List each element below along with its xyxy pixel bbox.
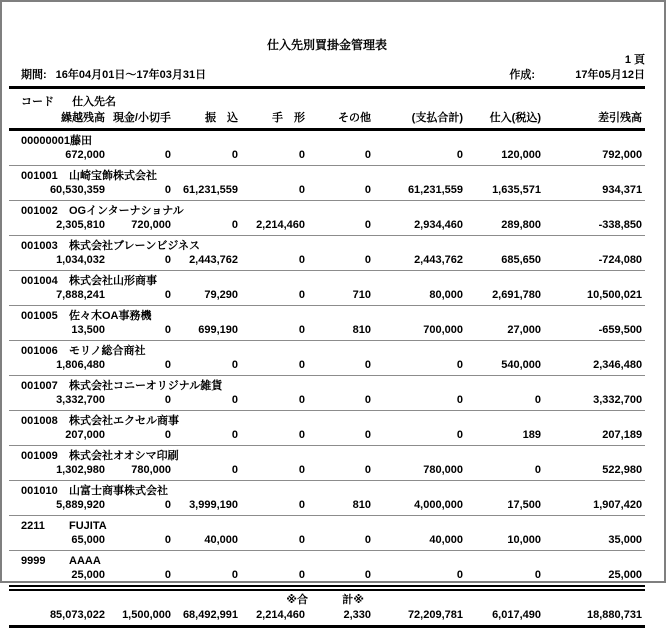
amount-cell: 0: [108, 499, 174, 516]
supplier-name: 佐々木OA事務機: [69, 310, 152, 322]
payables-table: [9, 89, 645, 628]
table-header: [9, 89, 645, 131]
amount-cell: 0: [308, 394, 374, 411]
amount-cell: -724,080: [544, 254, 645, 271]
amount-cell: 780,000: [108, 464, 174, 481]
amount-cell: 0: [308, 534, 374, 551]
amount-cell: 2,934,460: [374, 219, 466, 236]
name-header: 仕入先名: [72, 96, 117, 108]
totals-label-right: 計※: [342, 594, 364, 606]
amount-cell: 0: [231, 569, 238, 581]
amount-cell: 699,190: [174, 324, 241, 341]
amount-cell: 710: [308, 289, 374, 306]
amount-cell: 0: [534, 569, 541, 581]
supplier-code: 00000001: [21, 135, 70, 147]
supplier-row-label: [9, 271, 645, 290]
amount-cell: -659,500: [544, 324, 645, 341]
amount-cell: 1,907,420: [544, 499, 645, 516]
amount-cell: 0: [174, 464, 241, 481]
supplier-code: 001003: [21, 240, 58, 252]
amount-cell: 7,888,241: [9, 289, 108, 306]
amount-cell: 685,650: [466, 254, 544, 271]
amount-cell: 1,302,980: [9, 464, 108, 481]
header-label-row: [9, 89, 645, 110]
amount-cell: 10,000: [466, 534, 544, 551]
supplier-code: 001007: [21, 380, 58, 392]
amount-cell: 0: [308, 464, 374, 481]
amount-cell: 0: [364, 569, 371, 581]
amount-cell: 1,635,571: [466, 184, 544, 201]
amount-cell: 0: [241, 289, 308, 306]
amount-cell: 10,500,021: [544, 289, 645, 306]
amount-cell: 0: [298, 569, 305, 581]
amount-cell: 0: [308, 429, 374, 446]
amount-cell: 0: [241, 534, 308, 551]
col-header-transfer: 振 込: [205, 112, 238, 124]
supplier-code: 9999: [21, 555, 46, 567]
amount-cell: 40,000: [174, 534, 241, 551]
supplier-row-label: [9, 236, 645, 255]
amount-cell: 4,000,000: [374, 499, 466, 516]
amount-cell: 0: [108, 394, 174, 411]
report-body: [9, 2, 645, 628]
amount-cell: 0: [174, 359, 241, 376]
amount-cell: 60,530,359: [9, 184, 108, 201]
supplier-name: 株式会社コニーオリジナル雑貨: [69, 380, 223, 392]
supplier-row-label: [9, 481, 645, 500]
supplier-row-label: [9, 446, 645, 465]
supplier-code: 001010: [21, 485, 58, 497]
amount-cell: 2,346,480: [544, 359, 645, 376]
amount-cell: 65,000: [9, 534, 108, 551]
totals-label-left: ※合: [286, 594, 308, 606]
supplier-name: 山富士商事株式会社: [69, 485, 168, 497]
amount-cell: 780,000: [374, 464, 466, 481]
col-header-note: 手 形: [272, 112, 305, 124]
total-cash-check: 1,500,000: [122, 609, 171, 621]
col-header-purchase: 仕入(税込): [489, 112, 541, 124]
amount-cell: 810: [308, 499, 374, 516]
amount-cell: 522,980: [544, 464, 645, 481]
amount-cell: 17,500: [466, 499, 544, 516]
amount-cell: 2,443,762: [374, 254, 466, 271]
total-other: 2,330: [343, 609, 371, 621]
total-transfer: 68,492,991: [182, 609, 238, 621]
code-header: コード: [21, 96, 54, 108]
supplier-row-label: [9, 411, 645, 430]
amount-cell: 25,000: [71, 569, 105, 581]
supplier-row-label: [9, 131, 645, 149]
col-header-other: その他: [338, 112, 371, 124]
supplier-row-label: [9, 306, 645, 325]
amount-cell: 0: [308, 184, 374, 201]
amount-cell: 5,889,920: [9, 499, 108, 516]
supplier-row-label: [9, 341, 645, 360]
supplier-code: 001005: [21, 310, 58, 322]
supplier-name: AAAA: [69, 555, 101, 567]
amount-cell: 0: [174, 394, 241, 411]
amount-cell: 0: [108, 254, 174, 271]
created-label: 作成:: [509, 69, 535, 81]
supplier-code: 001004: [21, 275, 58, 287]
amount-cell: 289,800: [466, 219, 544, 236]
supplier-code: 001008: [21, 415, 58, 427]
supplier-name: OGインターナショナル: [69, 205, 184, 217]
amount-cell: 0: [466, 464, 544, 481]
col-header-payment-total: (支払合計): [411, 112, 463, 124]
supplier-name: 山崎宝飾株式会社: [69, 170, 157, 182]
amount-cell: 0: [108, 534, 174, 551]
amount-cell: 0: [374, 429, 466, 446]
supplier-name: 株式会社オオシマ印刷: [69, 450, 179, 462]
total-balance: 18,880,731: [587, 609, 643, 621]
col-header-cash-check: 現金/小切手: [112, 112, 171, 124]
supplier-code: 2211: [21, 520, 45, 532]
amount-cell: 61,231,559: [374, 184, 466, 201]
supplier-row-label: [9, 376, 645, 395]
amount-cell: 2,305,810: [9, 219, 108, 236]
amount-cell: 3,332,700: [544, 394, 645, 411]
supplier-name: 藤田: [69, 135, 92, 147]
amount-cell: 0: [241, 429, 308, 446]
amount-cell: 1,034,032: [9, 254, 108, 271]
amount-cell: 120,000: [466, 149, 544, 166]
amount-cell: 0: [108, 184, 174, 201]
amount-cell: 40,000: [374, 534, 466, 551]
amount-cell: 3,332,700: [9, 394, 108, 411]
amount-cell: 79,290: [174, 289, 241, 306]
supplier-code: 001001: [21, 170, 58, 182]
amount-cell: 0: [374, 359, 466, 376]
amount-cell: 0: [108, 359, 174, 376]
amount-cell: 27,000: [466, 324, 544, 341]
supplier-row-label: [9, 166, 645, 185]
supplier-name: モリノ総合商社: [69, 345, 146, 357]
amount-cell: 207,000: [9, 429, 108, 446]
supplier-code: 001002: [21, 205, 58, 217]
amount-cell: 0: [241, 359, 308, 376]
total-purchase: 6,017,490: [492, 609, 541, 621]
total-carryover: 85,073,022: [49, 609, 105, 621]
col-header-carryover: 繰越残高: [61, 112, 105, 124]
amount-cell: 1,806,480: [9, 359, 108, 376]
amount-cell: 672,000: [9, 149, 108, 166]
supplier-row-label: [9, 551, 645, 570]
amount-cell: 2,691,780: [466, 289, 544, 306]
amount-cell: 0: [374, 394, 466, 411]
amount-cell: 0: [174, 149, 241, 166]
created-value: 17年05月12日: [575, 69, 645, 81]
amount-cell: 189: [466, 429, 544, 446]
report-title: 仕入先別買掛金管理表: [266, 38, 387, 52]
amount-cell: 810: [308, 324, 374, 341]
supplier-name: 株式会社山形商事: [69, 275, 157, 287]
amount-cell: 0: [241, 254, 308, 271]
amount-cell: 0: [456, 569, 463, 581]
amount-cell: 25,000: [608, 569, 643, 581]
supplier-rows: [9, 131, 645, 586]
amount-cell: 3,999,190: [174, 499, 241, 516]
amount-cell: 0: [108, 149, 174, 166]
amount-cell: 0: [108, 429, 174, 446]
amount-cell: 61,231,559: [174, 184, 241, 201]
amount-cell: 0: [466, 394, 544, 411]
total-note: 2,214,460: [256, 609, 305, 621]
amount-cell: 35,000: [544, 534, 645, 551]
amount-cell: 0: [308, 219, 374, 236]
amount-cell: 934,371: [544, 184, 645, 201]
supplier-code: 001006: [21, 345, 58, 357]
amount-cell: 0: [241, 499, 308, 516]
amount-cell: 0: [174, 429, 241, 446]
amount-cell: 0: [308, 149, 374, 166]
col-header-balance: 差引残高: [598, 112, 643, 124]
amount-cell: 0: [108, 324, 174, 341]
amount-cell: 2,443,762: [174, 254, 241, 271]
supplier-name: FUJITA: [69, 520, 107, 532]
amount-cell: 0: [241, 149, 308, 166]
supplier-row-label: [9, 516, 645, 535]
amount-cell: 0: [108, 289, 174, 306]
amount-cell: 700,000: [374, 324, 466, 341]
totals-section: [9, 586, 645, 628]
meta-line: [9, 68, 645, 83]
supplier-code: 001009: [21, 450, 58, 462]
amount-cell: 13,500: [9, 324, 108, 341]
amount-cell: 0: [241, 464, 308, 481]
amount-cell: 0: [308, 254, 374, 271]
amount-cell: 720,000: [108, 219, 174, 236]
amount-cell: 540,000: [466, 359, 544, 376]
amount-cell: -338,850: [544, 219, 645, 236]
amount-cell: 0: [241, 184, 308, 201]
supplier-name: 株式会社ブレーンビジネス: [69, 240, 201, 252]
supplier-name: 株式会社エクセル商事: [69, 415, 179, 427]
supplier-row-label: [9, 201, 645, 220]
amount-cell: 2,214,460: [241, 219, 308, 236]
amount-cell: 0: [241, 394, 308, 411]
amount-cell: 80,000: [374, 289, 466, 306]
period-label: 期間:: [21, 69, 47, 81]
amount-cell: 0: [374, 149, 466, 166]
amount-cell: 0: [174, 219, 241, 236]
amount-cell: 792,000: [544, 149, 645, 166]
amount-cell: 0: [241, 324, 308, 341]
total-payment: 72,209,781: [407, 609, 463, 621]
amount-cell: 207,189: [544, 429, 645, 446]
page-number: 1 頁: [624, 54, 645, 66]
amount-cell: 0: [164, 569, 171, 581]
period-value: 16年04月01日～17年03月31日: [55, 69, 207, 81]
amount-cell: 0: [308, 359, 374, 376]
